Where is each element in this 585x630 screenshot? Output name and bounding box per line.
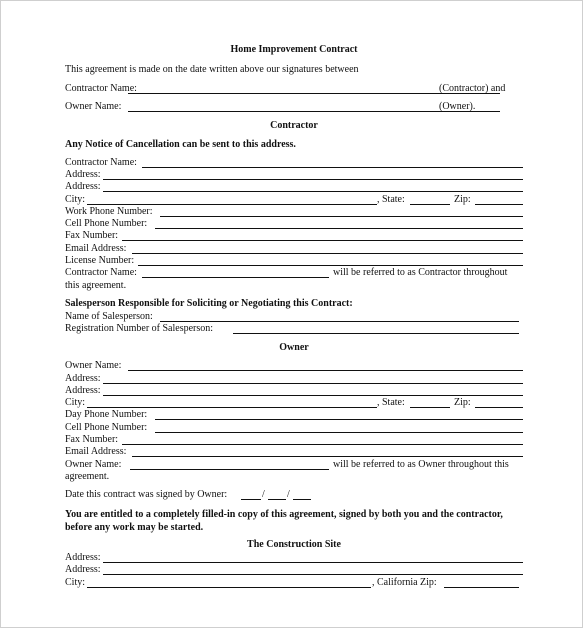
o-day-phone-field[interactable]	[155, 419, 523, 420]
construction-site-heading: The Construction Site	[247, 539, 341, 550]
o-email-field[interactable]	[132, 456, 523, 457]
registration-number-field[interactable]	[233, 333, 519, 334]
o-zip-field[interactable]	[475, 407, 523, 408]
o-day-phone-label: Day Phone Number:	[65, 409, 148, 420]
cs-address1-field[interactable]	[103, 562, 523, 563]
c-address2-field[interactable]	[103, 191, 523, 192]
o-owner-name2-field[interactable]	[130, 469, 329, 470]
o-state-field[interactable]	[410, 407, 450, 408]
intro-text: This agreement is made on the date written above our signatures between	[65, 64, 359, 75]
cs-city-field[interactable]	[87, 587, 371, 588]
o-email-label: Email Address:	[65, 446, 127, 457]
c-state-label: , State:	[377, 194, 405, 205]
owner-heading: Owner	[279, 342, 309, 353]
o-owner-name-label: Owner Name:	[65, 360, 122, 371]
c-state-field[interactable]	[410, 204, 450, 205]
cs-zip-label: , California Zip:	[372, 577, 437, 588]
salesperson-heading: Salesperson Responsible for Soliciting or Negotiating this Contract:	[65, 298, 353, 309]
c-address2-label: Address:	[65, 181, 101, 192]
cs-city-label: City:	[65, 577, 86, 588]
o-address1-label: Address:	[65, 373, 101, 384]
o-referred-cont: agreement.	[65, 471, 110, 482]
c-address1-label: Address:	[65, 169, 101, 180]
c-contractor-name-label: Contractor Name:	[65, 157, 137, 168]
cs-address2-field[interactable]	[103, 574, 523, 575]
contractor-name-label: Contractor Name:	[65, 83, 137, 94]
cs-address2-label: Address:	[65, 564, 101, 575]
o-state-label: , State:	[377, 397, 405, 408]
o-cell-phone-field[interactable]	[155, 432, 523, 433]
owner-name-label: Owner Name:	[65, 101, 122, 112]
date-slash-1: /	[262, 489, 265, 500]
salesperson-name-label: Name of Salesperson:	[65, 311, 153, 322]
o-fax-field[interactable]	[122, 444, 523, 445]
o-address1-field[interactable]	[103, 383, 523, 384]
c-fax-field[interactable]	[122, 240, 523, 241]
c-contractor-name2-field[interactable]	[142, 277, 329, 278]
c-license-label: License Number:	[65, 255, 135, 266]
c-contractor-name2-label: Contractor Name:	[65, 267, 137, 278]
registration-number-label: Registration Number of Salesperson:	[65, 323, 214, 334]
cs-address1-label: Address:	[65, 552, 101, 563]
cs-zip-field[interactable]	[444, 587, 519, 588]
cancellation-notice: Any Notice of Cancellation can be sent to this address.	[65, 139, 296, 150]
signed-month-field[interactable]	[241, 499, 261, 500]
c-fax-label: Fax Number:	[65, 230, 119, 241]
signed-date-label: Date this contract was signed by Owner:	[65, 489, 228, 500]
entitled-notice: You are entitled to a completely filled-in copy of this agreement, signed by both you and the contractor, before any work may be started.	[65, 509, 503, 533]
signed-year-field[interactable]	[293, 499, 311, 500]
o-referred-text: will be referred to as Owner throughout this	[333, 459, 509, 470]
o-zip-label: Zip:	[454, 397, 471, 408]
o-owner-name2-label: Owner Name:	[65, 459, 122, 470]
c-referred-cont: this agreement.	[65, 280, 127, 291]
c-referred-text: will be referred to as Contractor throughout	[333, 267, 508, 278]
c-cell-phone-field[interactable]	[155, 228, 523, 229]
contractor-heading: Contractor	[270, 120, 318, 131]
o-cell-phone-label: Cell Phone Number:	[65, 422, 148, 433]
c-address1-field[interactable]	[103, 179, 523, 180]
salesperson-name-field[interactable]	[160, 321, 519, 322]
date-slash-2: /	[287, 489, 290, 500]
c-cell-phone-label: Cell Phone Number:	[65, 218, 148, 229]
o-address2-label: Address:	[65, 385, 101, 396]
contractor-suffix: (Contractor) and	[439, 83, 506, 94]
o-fax-label: Fax Number:	[65, 434, 119, 445]
o-owner-name-field[interactable]	[128, 370, 523, 371]
c-contractor-name-field[interactable]	[142, 167, 523, 168]
c-city-label: City:	[65, 194, 86, 205]
c-zip-label: Zip:	[454, 194, 471, 205]
c-work-phone-field[interactable]	[160, 216, 523, 217]
signed-day-field[interactable]	[268, 499, 286, 500]
document-title: Home Improvement Contract	[230, 44, 358, 55]
c-email-label: Email Address:	[65, 243, 127, 254]
owner-suffix: (Owner).	[439, 101, 476, 112]
o-city-label: City:	[65, 397, 86, 408]
c-zip-field[interactable]	[475, 204, 523, 205]
c-email-field[interactable]	[132, 253, 523, 254]
c-work-phone-label: Work Phone Number:	[65, 206, 153, 217]
